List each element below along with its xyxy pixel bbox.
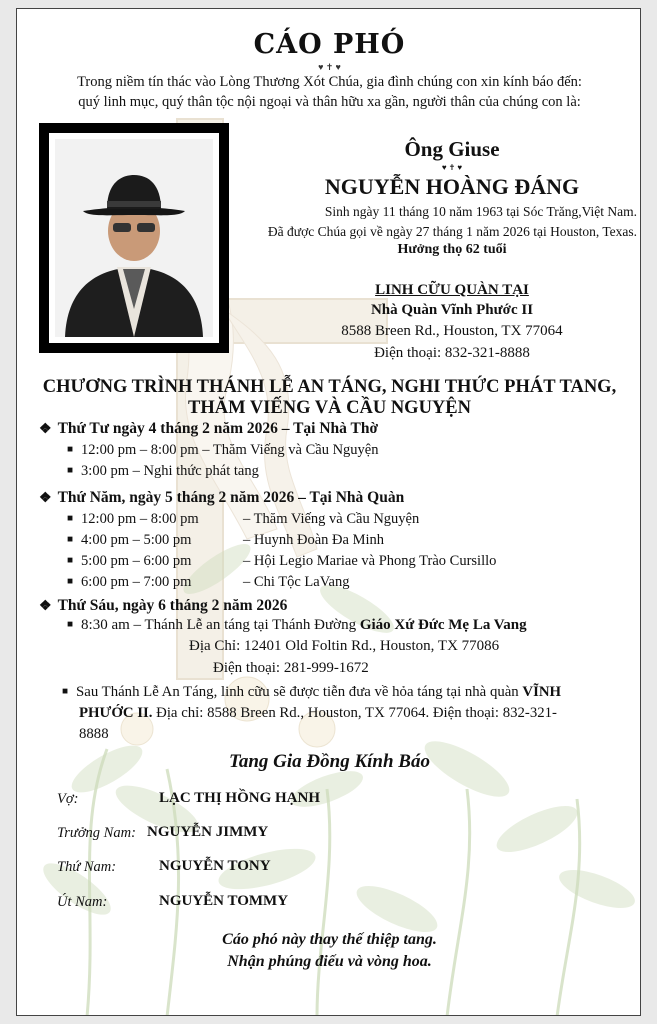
square-bullet-icon: ■ [67, 513, 74, 524]
cremation-note-line-3: 8888 [79, 726, 109, 742]
diamond-bullet-icon: ❖ [39, 422, 52, 437]
square-bullet-icon: ■ [67, 555, 74, 566]
obituary-page [16, 8, 641, 1016]
closing-line-1: Cáo phó này thay thế thiệp tang. [222, 931, 437, 948]
funeral-home-name: Nhà Quàn Vĩnh Phước II [370, 302, 534, 318]
program-heading-line-2: THĂM VIẾNG VÀ CẦU NGUYỆN [187, 398, 471, 418]
age-info: Hưởng thọ 62 tuổi [397, 242, 507, 257]
family-name: LẠC THỊ HỒNG HẠNH [159, 790, 320, 806]
funeral-home-heading: LINH CỮU QUÀN TẠI [375, 282, 529, 298]
square-bullet-icon: ■ [67, 444, 74, 455]
list-item: ■ 12:00 pm – 8:00 pm – Thăm Viếng và Cầu Nguyện [67, 511, 420, 527]
family-role: Trưởng Nam: [57, 825, 136, 841]
family-heading: Tang Gia Đồng Kính Báo [229, 751, 430, 772]
name-ornament: ♥ ✝ ♥ [441, 163, 463, 172]
diamond-bullet-icon: ❖ [39, 491, 52, 506]
funeral-home-phone: Điện thoại: 832-321-8888 [374, 345, 530, 361]
list-item: ■ 3:00 pm – Nghi thức phát tang [67, 463, 259, 479]
church-phone: Điện thoại: 281-999-1672 [213, 660, 369, 676]
portrait-frame [39, 123, 229, 353]
church-address: Địa Chỉ: 12401 Old Foltin Rd., Houston, TX 77086 [189, 638, 500, 654]
family-name: NGUYỄN TOMMY [159, 893, 289, 909]
deceased-prefix: Ông Giuse [404, 137, 500, 161]
closing-line-2: Nhận phúng điếu và vòng hoa. [227, 953, 432, 970]
intro-line-1: Trong niềm tín thác vào Lòng Thương Xót Chúa, gia đình chúng con xin kính báo đến: [77, 74, 582, 90]
page-title: CÁO PHÓ [253, 29, 406, 60]
list-item: ■ 4:00 pm – 5:00 pm – Huynh Đoàn Đa Minh [67, 532, 385, 548]
square-bullet-icon: ■ [67, 619, 74, 630]
family-role: Thứ Nam: [57, 859, 117, 875]
program-heading-line-1: CHƯƠNG TRÌNH THÁNH LỄ AN TÁNG, NGHI THỨC PHÁT TANG, [42, 377, 617, 397]
family-name: NGUYỄN JIMMY [147, 824, 269, 840]
portrait-photo [55, 139, 213, 337]
square-bullet-icon: ■ [67, 576, 74, 587]
day-2-title: ❖ Thứ Năm, ngày 5 tháng 2 năm 2026 – Tại Nhà Quàn [39, 489, 405, 506]
cremation-note-line-1: ■ Sau Thánh Lễ An Táng, linh cữu sẽ được tiễn đưa về hỏa táng tại nhà quàn VĨNH [62, 684, 562, 700]
list-item: ■ 12:00 pm – 8:00 pm – Thăm Viếng và Cầu Nguyện [67, 442, 379, 458]
day-1-title: ❖ Thứ Tư ngày 4 tháng 2 năm 2026 – Tại Nhà Thờ [39, 420, 379, 437]
list-item: ■ 6:00 pm – 7:00 pm – Chi Tộc LaVang [67, 574, 350, 590]
square-bullet-icon: ■ [67, 465, 74, 476]
title-ornament: ♥ ✝ ♥ [318, 62, 341, 72]
birth-info: Sinh ngày 11 tháng 10 năm 1963 tại Sóc Trăng,Việt Nam. [324, 204, 637, 219]
diamond-bullet-icon: ❖ [39, 599, 52, 614]
family-role: Vợ: [57, 791, 79, 807]
square-bullet-icon: ■ [67, 534, 74, 545]
death-info: Đã được Chúa gọi về ngày 27 tháng 1 năm 2026 tại Houston, Texas. [267, 224, 637, 239]
family-name: NGUYỄN TONY [159, 858, 271, 874]
day-3-title: ❖ Thứ Sáu, ngày 6 tháng 2 năm 2026 [39, 597, 288, 614]
cremation-note-line-2: PHƯỚC II. Địa chỉ: 8588 Breen Rd., Houston, TX 77064. Điện thoại: 832-321- [79, 705, 557, 721]
intro-line-2: quý linh mục, quý thân tộc nội ngoại và thân hữu xa gần, người thân của chúng con là: [78, 94, 581, 110]
funeral-mass-item: ■ 8:30 am – Thánh Lễ an táng tại Thánh Đường Giáo Xứ Đức Mẹ La Vang [67, 617, 527, 633]
square-bullet-icon: ■ [62, 686, 69, 697]
funeral-home-address: 8588 Breen Rd., Houston, TX 77064 [341, 323, 563, 339]
family-role: Út Nam: [57, 894, 108, 910]
list-item: ■ 5:00 pm – 6:00 pm – Hội Legio Mariae và Phong Trào Cursillo [67, 553, 497, 569]
intro-text [37, 72, 622, 112]
deceased-name: NGUYỄN HOÀNG ĐÁNG [324, 174, 580, 199]
